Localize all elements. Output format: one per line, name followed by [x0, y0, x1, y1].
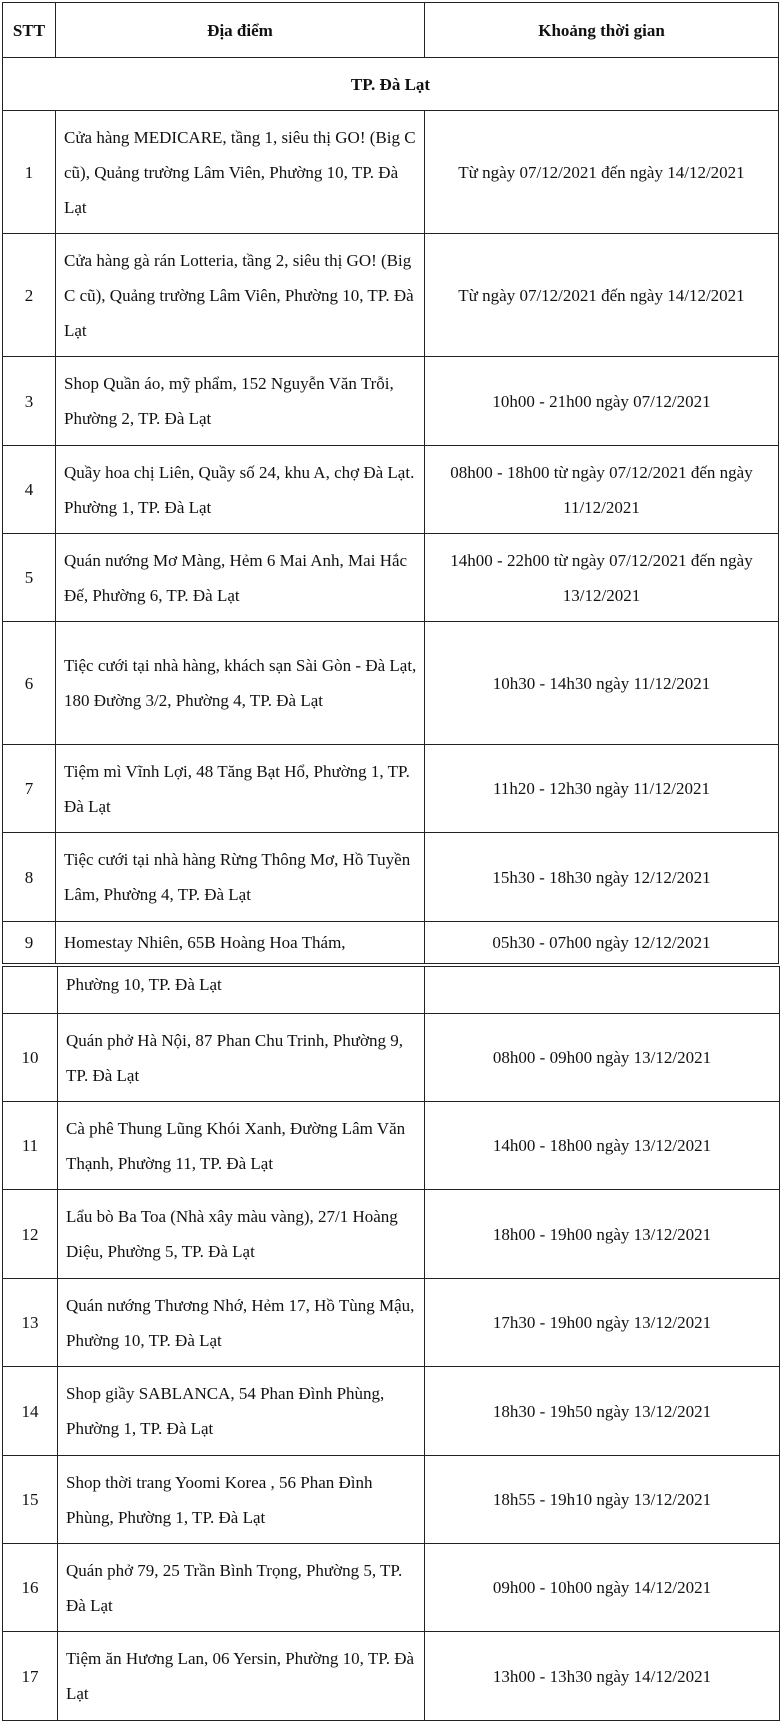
table-row	[3, 1632, 780, 1721]
row-location: Cửa hàng MEDICARE, tầng 1, siêu thị GO! (Big C cũ), Quảng trường Lâm Viên, Phường 10, TP. Đà Lạt	[56, 111, 425, 234]
header-time: Khoảng thời gian	[425, 3, 779, 58]
row-stt-empty	[3, 967, 58, 1014]
row-time: Từ ngày 07/12/2021 đến ngày 14/12/2021	[425, 234, 779, 357]
row-location: Quán phở 79, 25 Trần Bình Trọng, Phường 5, TP. Đà Lạt	[58, 1544, 425, 1632]
row-time: 11h20 - 12h30 ngày 11/12/2021	[425, 745, 779, 833]
row-stt: 1	[3, 111, 56, 234]
row-time: 14h00 - 18h00 ngày 13/12/2021	[425, 1102, 780, 1190]
table-row	[3, 234, 779, 357]
row-time: 05h30 - 07h00 ngày 12/12/2021	[425, 922, 779, 964]
row-location: Lẩu bò Ba Toa (Nhà xây màu vàng), 27/1 Hoàng Diệu, Phường 5, TP. Đà Lạt	[58, 1190, 425, 1279]
row-location: Quán phở Hà Nội, 87 Phan Chu Trinh, Phường 9, TP. Đà Lạt	[58, 1014, 425, 1102]
row-location: Quán nướng Thương Nhớ, Hẻm 17, Hồ Tùng Mậu, Phường 10, TP. Đà Lạt	[58, 1279, 425, 1367]
row-time-empty	[425, 967, 780, 1014]
row-location: Shop thời trang Yoomi Korea , 56 Phan Đình Phùng, Phường 1, TP. Đà Lạt	[58, 1456, 425, 1544]
row-time: 15h30 - 18h30 ngày 12/12/2021	[425, 833, 779, 922]
table-row	[3, 1367, 780, 1456]
row-time: 08h00 - 09h00 ngày 13/12/2021	[425, 1014, 780, 1102]
row-time: 17h30 - 19h00 ngày 13/12/2021	[425, 1279, 780, 1367]
row-stt: 8	[3, 833, 56, 922]
row-time: 18h00 - 19h00 ngày 13/12/2021	[425, 1190, 780, 1279]
table-row	[3, 1456, 780, 1544]
row-time: Từ ngày 07/12/2021 đến ngày 14/12/2021	[425, 111, 779, 234]
row-location: Homestay Nhiên, 65B Hoàng Hoa Thám,	[56, 922, 425, 964]
row-stt: 10	[3, 1014, 58, 1102]
table-row	[3, 1190, 780, 1279]
table-row-continuation	[3, 967, 780, 1014]
header-stt: STT	[3, 3, 56, 58]
row-location: Tiệm ăn Hương Lan, 06 Yersin, Phường 10, TP. Đà Lạt	[58, 1632, 425, 1721]
row-location: Cà phê Thung Lũng Khói Xanh, Đường Lâm Văn Thạnh, Phường 11, TP. Đà Lạt	[58, 1102, 425, 1190]
header-row	[3, 3, 779, 58]
section-row	[3, 58, 779, 111]
row-time: 13h00 - 13h30 ngày 14/12/2021	[425, 1632, 780, 1721]
section-title: TP. Đà Lạt	[3, 58, 779, 111]
table-row	[3, 1279, 780, 1367]
table-row	[3, 922, 779, 964]
row-stt: 12	[3, 1190, 58, 1279]
row-time: 10h00 - 21h00 ngày 07/12/2021	[425, 357, 779, 446]
row-location: Tiệm mì Vĩnh Lợi, 48 Tăng Bạt Hổ, Phường 1, TP. Đà Lạt	[56, 745, 425, 833]
row-time: 18h55 - 19h10 ngày 13/12/2021	[425, 1456, 780, 1544]
table-row	[3, 111, 779, 234]
table-row	[3, 1544, 780, 1632]
table-row	[3, 1014, 780, 1102]
table-row	[3, 622, 779, 745]
row-stt: 5	[3, 534, 56, 622]
row-location: Shop Quần áo, mỹ phẩm, 152 Nguyễn Văn Trỗi, Phường 2, TP. Đà Lạt	[56, 357, 425, 446]
row-location: Quầy hoa chị Liên, Quầy số 24, khu A, chợ Đà Lạt. Phường 1, TP. Đà Lạt	[56, 446, 425, 534]
row-stt: 15	[3, 1456, 58, 1544]
table-row	[3, 446, 779, 534]
row-location: Shop giầy SABLANCA, 54 Phan Đình Phùng, Phường 1, TP. Đà Lạt	[58, 1367, 425, 1456]
table-row	[3, 1102, 780, 1190]
row-stt: 17	[3, 1632, 58, 1721]
row-location: Cửa hàng gà rán Lotteria, tầng 2, siêu thị GO! (Big C cũ), Quảng trường Lâm Viên, Phường 10, TP. Đà Lạt	[56, 234, 425, 357]
table-row	[3, 833, 779, 922]
row-time: 14h00 - 22h00 từ ngày 07/12/2021 đến ngày 13/12/2021	[425, 534, 779, 622]
table-row	[3, 534, 779, 622]
row-location: Tiệc cưới tại nhà hàng Rừng Thông Mơ, Hồ Tuyền Lâm, Phường 4, TP. Đà Lạt	[56, 833, 425, 922]
row-location: Quán nướng Mơ Màng, Hẻm 6 Mai Anh, Mai Hắc Đế, Phường 6, TP. Đà Lạt	[56, 534, 425, 622]
row-stt: 6	[3, 622, 56, 745]
row-location-continuation: Phường 10, TP. Đà Lạt	[58, 967, 425, 1014]
table-row	[3, 745, 779, 833]
row-time: 10h30 - 14h30 ngày 11/12/2021	[425, 622, 779, 745]
table-row	[3, 357, 779, 446]
locations-table-part-2	[2, 966, 780, 1721]
row-stt: 16	[3, 1544, 58, 1632]
row-stt: 11	[3, 1102, 58, 1190]
row-time: 09h00 - 10h00 ngày 14/12/2021	[425, 1544, 780, 1632]
row-location: Tiệc cưới tại nhà hàng, khách sạn Sài Gòn - Đà Lạt, 180 Đường 3/2, Phường 4, TP. Đà Lạt	[56, 622, 425, 745]
row-time: 08h00 - 18h00 từ ngày 07/12/2021 đến ngày 11/12/2021	[425, 446, 779, 534]
row-stt: 13	[3, 1279, 58, 1367]
row-time: 18h30 - 19h50 ngày 13/12/2021	[425, 1367, 780, 1456]
row-stt: 9	[3, 922, 56, 964]
row-stt: 2	[3, 234, 56, 357]
header-location: Địa điểm	[56, 3, 425, 58]
row-stt: 3	[3, 357, 56, 446]
row-stt: 4	[3, 446, 56, 534]
locations-table-part-1	[2, 2, 779, 964]
row-stt: 7	[3, 745, 56, 833]
row-stt: 14	[3, 1367, 58, 1456]
